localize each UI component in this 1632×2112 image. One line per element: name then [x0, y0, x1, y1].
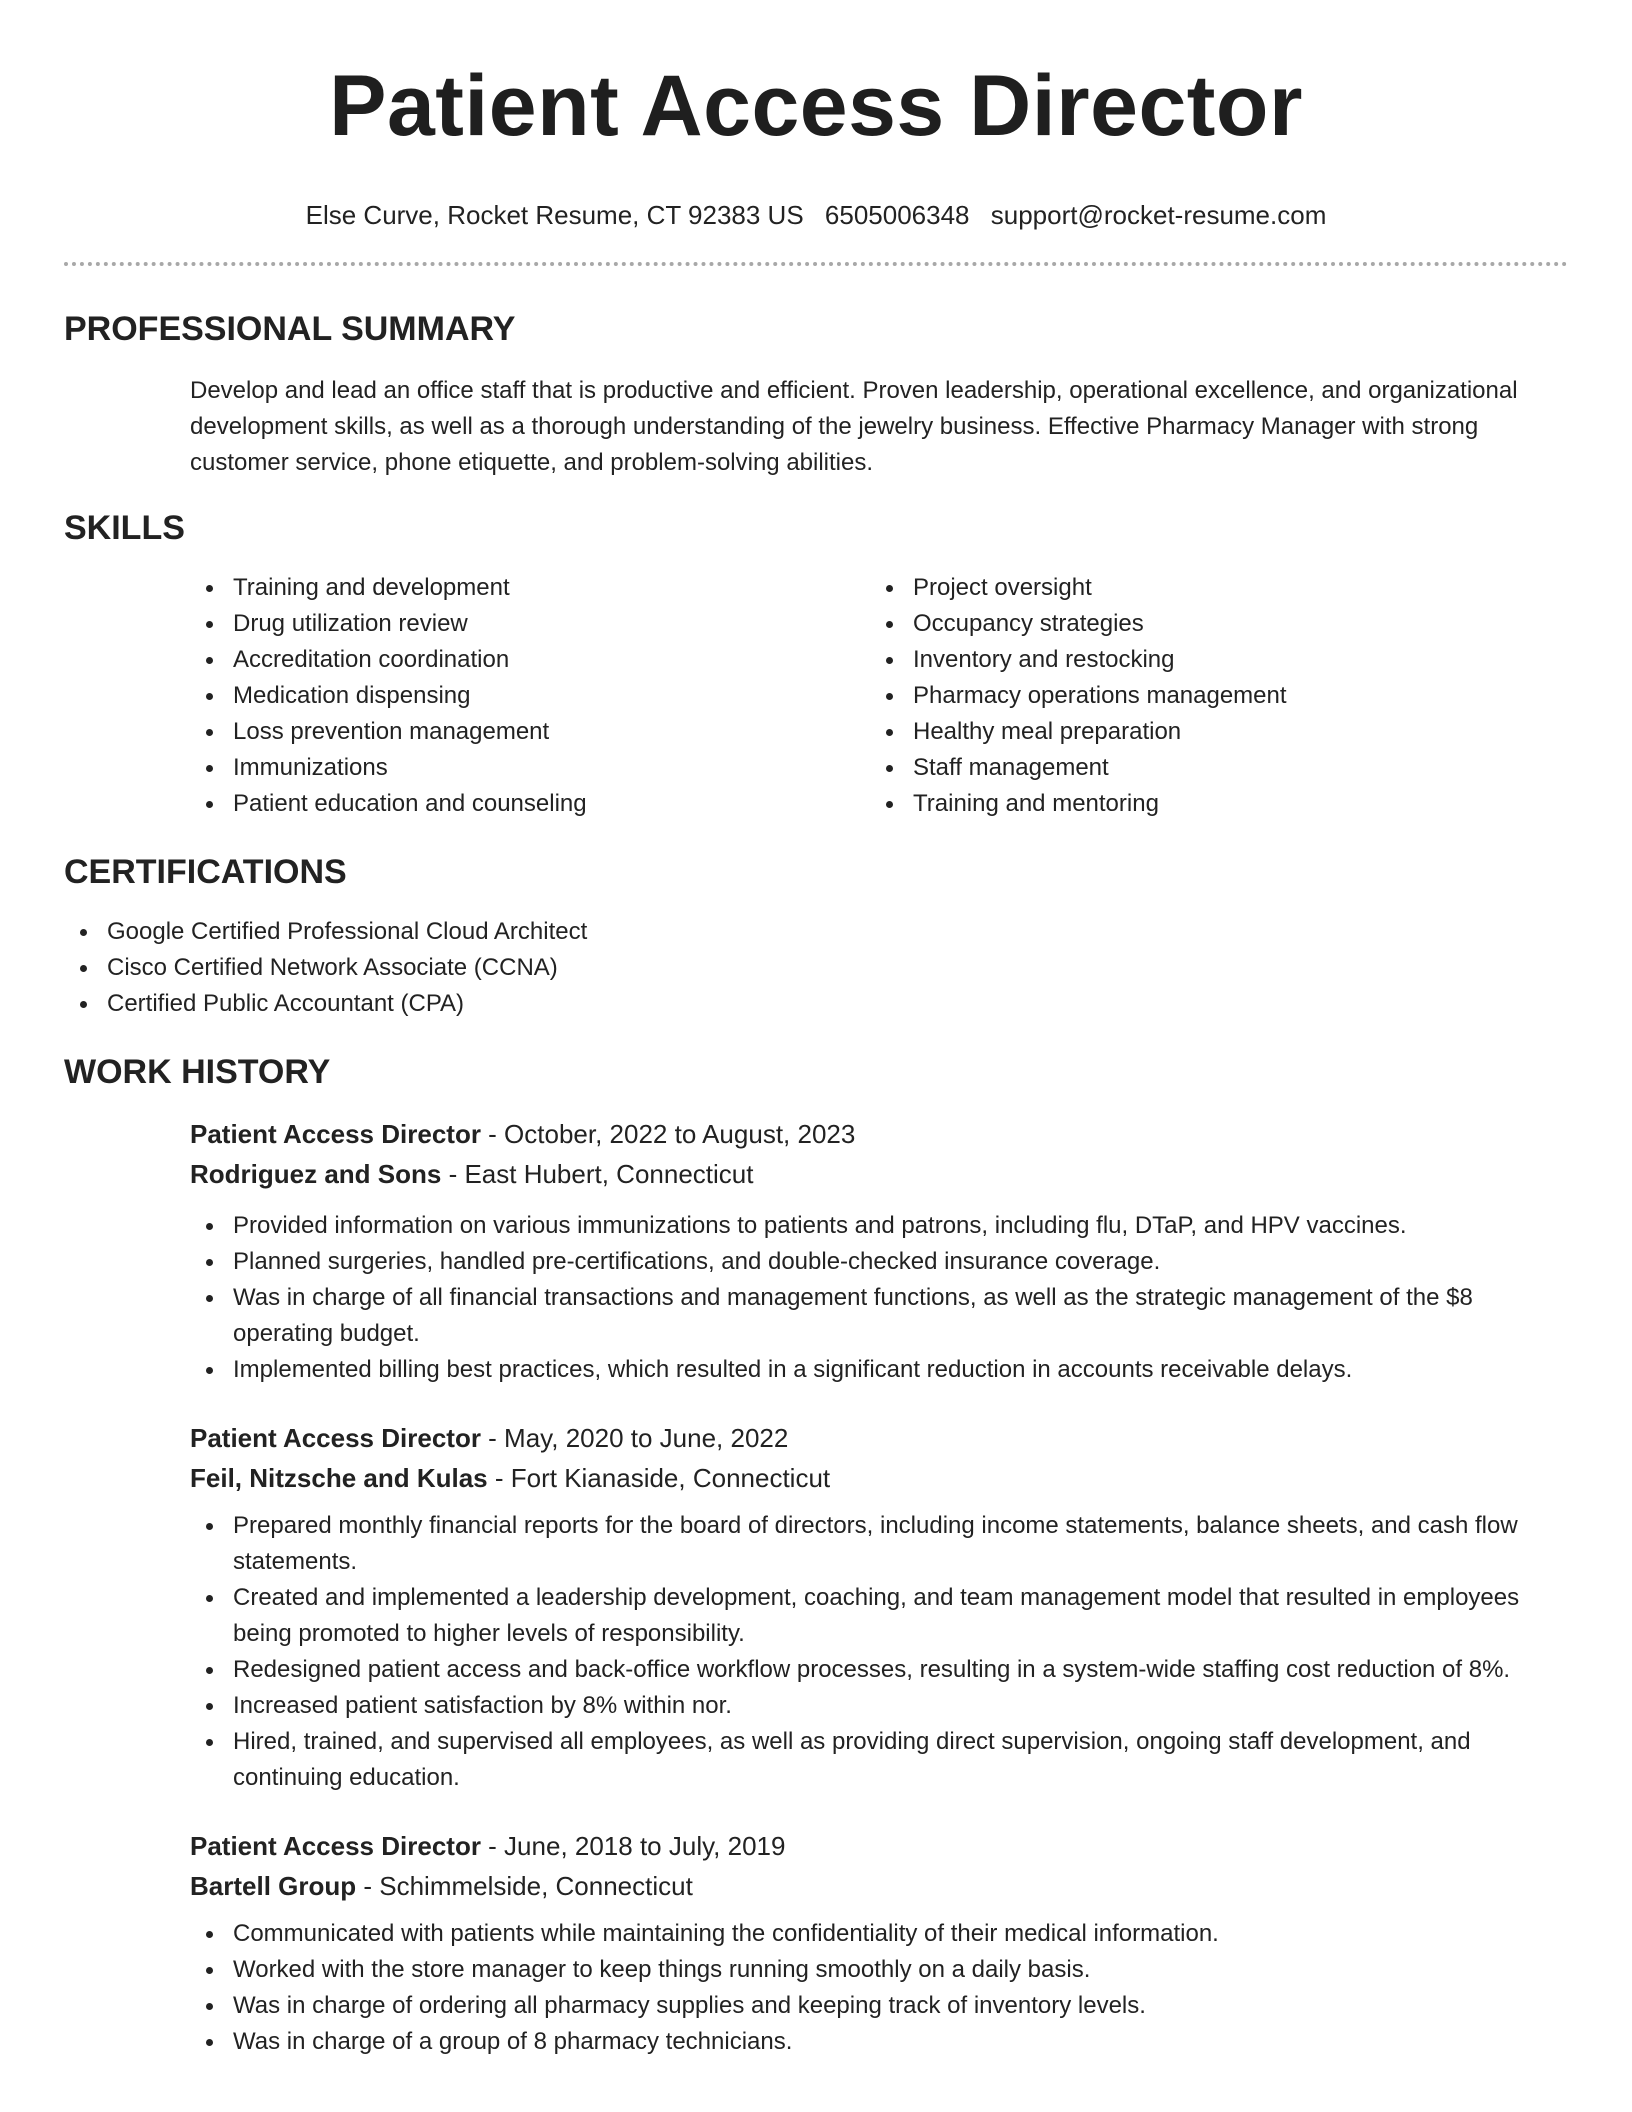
job-entry [190, 1114, 1568, 1388]
job-bullet: Provided information on various immunizations to patients and patrons, including flu, DTaP, and HPV vaccines. [190, 1208, 1568, 1244]
section-title-work-history: WORK HISTORY [64, 1053, 331, 1091]
job-bullet: Prepared monthly financial reports for the board of directors, including income statements, balance sheets, and cash flow statements. [190, 1508, 1568, 1580]
skill-item: Pharmacy operations management [870, 678, 1550, 714]
skill-item: Inventory and restocking [870, 642, 1550, 678]
work-history-section [64, 1052, 1568, 2060]
skill-item: Project oversight [870, 570, 1550, 606]
skill-item: Loss prevention management [190, 714, 870, 750]
job-entry [190, 1826, 1568, 2060]
job-bullet: Increased patient satisfaction by 8% within nor. [190, 1688, 1568, 1724]
skill-item: Training and mentoring [870, 786, 1550, 822]
job-company: Rodriguez and Sons [190, 1159, 442, 1189]
skill-item: Medication dispensing [190, 678, 870, 714]
job-location: - Fort Kianaside, Connecticut [487, 1463, 831, 1493]
job-role: Patient Access Director [190, 1423, 481, 1453]
section-title-summary: PROFESSIONAL SUMMARY [64, 310, 516, 348]
job-location: - East Hubert, Connecticut [441, 1159, 754, 1189]
skill-item: Staff management [870, 750, 1550, 786]
job-bullet: Was in charge of a group of 8 pharmacy technicians. [190, 2024, 1568, 2060]
job-company: Bartell Group [190, 1871, 357, 1901]
job-title-line [190, 1114, 1568, 1154]
certification-item: Certified Public Accountant (CPA) [64, 986, 1568, 1022]
job-bullet: Redesigned patient access and back-office workflow processes, resulting in a system-wide staffing cost reduction of 8%. [190, 1652, 1568, 1688]
job-role: Patient Access Director [190, 1831, 481, 1861]
skill-item: Accreditation coordination [190, 642, 870, 678]
certifications-section [64, 852, 1568, 1022]
contact-phone: 6505006348 [824, 200, 970, 230]
job-dates: - May, 2020 to June, 2022 [480, 1423, 789, 1453]
job-bullet: Planned surgeries, handled pre-certifications, and double-checked insurance coverage. [190, 1244, 1568, 1280]
skills-list-left [190, 570, 870, 822]
job-bullet: Hired, trained, and supervised all employees, as well as providing direct supervision, ongoing staff development, and continuing education. [190, 1724, 1568, 1796]
skill-item: Immunizations [190, 750, 870, 786]
job-bullet: Worked with the store manager to keep things running smoothly on a daily basis. [190, 1952, 1568, 1988]
job-bullet: Was in charge of all financial transactions and management functions, as well as the strategic management of the $8 operating budget. [190, 1280, 1568, 1352]
resume-name: Patient Access Director [329, 58, 1303, 154]
job-title-line [190, 1418, 1568, 1458]
skills-section [64, 508, 1568, 822]
skill-item: Occupancy strategies [870, 606, 1550, 642]
skill-item: Training and development [190, 570, 870, 606]
job-dates: - June, 2018 to July, 2019 [480, 1831, 786, 1861]
job-bullets [190, 1508, 1568, 1796]
job-company-line [190, 1154, 1568, 1194]
skill-item: Patient education and counseling [190, 786, 870, 822]
contact-email: support@rocket-resume.com [990, 200, 1327, 230]
summary-section [64, 309, 1568, 481]
contact-address: Else Curve, Rocket Resume, CT 92383 US [305, 200, 804, 230]
certification-item: Google Certified Professional Cloud Architect [64, 914, 1568, 950]
job-bullets [190, 1208, 1568, 1388]
job-location: - Schimmelside, Connecticut [356, 1871, 693, 1901]
job-bullets [190, 1916, 1568, 2060]
skills-grid [190, 570, 1568, 822]
contact-line [64, 198, 1568, 232]
job-bullet: Created and implemented a leadership development, coaching, and team management model that resulted in employees being promoted to higher levels of responsibility. [190, 1580, 1568, 1652]
job-bullet: Was in charge of ordering all pharmacy supplies and keeping track of inventory levels. [190, 1988, 1568, 2024]
summary-text: Develop and lead an office staff that is productive and efficient. Proven leadership, operational excellence, and organizational development skills, as well as a thorough understanding of the jewelry business. Effective Pharmacy Manager with strong customer service, phone etiquette, and problem-solving abilities. [190, 377, 1518, 476]
job-bullet: Implemented billing best practices, which resulted in a significant reduction in accounts receivable delays. [190, 1352, 1568, 1388]
job-company-line [190, 1866, 1568, 1906]
certification-item: Cisco Certified Network Associate (CCNA) [64, 950, 1568, 986]
job-company-line [190, 1458, 1568, 1498]
header-divider [64, 262, 1568, 266]
job-title-line [190, 1826, 1568, 1866]
job-entry [190, 1418, 1568, 1796]
section-title-certifications: CERTIFICATIONS [64, 853, 347, 891]
skill-item: Drug utilization review [190, 606, 870, 642]
job-role: Patient Access Director [190, 1119, 481, 1149]
job-bullet: Communicated with patients while maintaining the confidentiality of their medical information. [190, 1916, 1568, 1952]
skill-item: Healthy meal preparation [870, 714, 1550, 750]
job-company: Feil, Nitzsche and Kulas [190, 1463, 488, 1493]
section-title-skills: SKILLS [64, 509, 185, 547]
certifications-list [64, 914, 1568, 1022]
job-dates: - October, 2022 to August, 2023 [480, 1119, 856, 1149]
skills-list-right [870, 570, 1550, 822]
